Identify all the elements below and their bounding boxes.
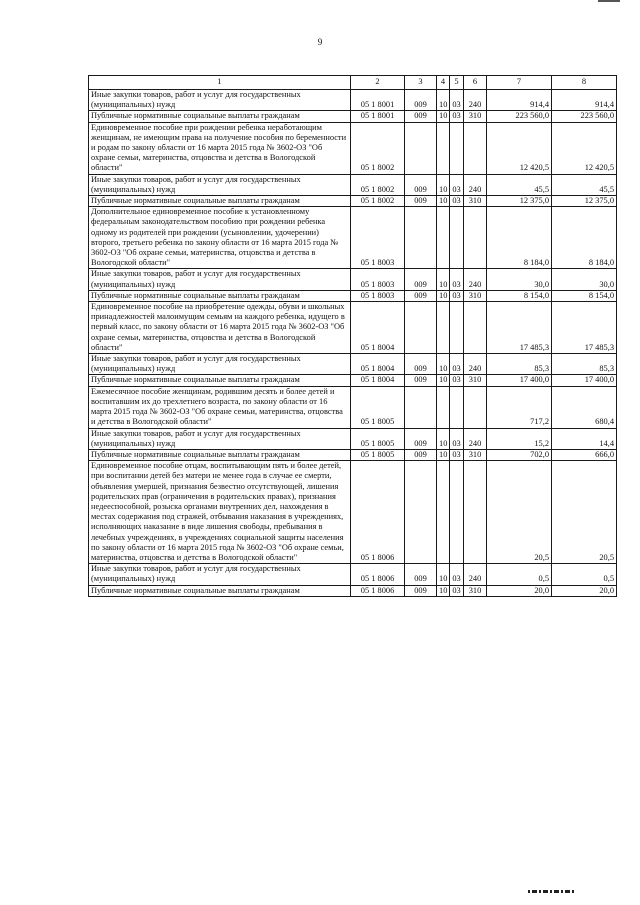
section-code xyxy=(437,207,450,269)
target-code: 05 1 8006 xyxy=(351,461,405,564)
target-code: 05 1 8002 xyxy=(351,196,405,207)
column-header: 4 xyxy=(437,76,450,90)
expense-type-code xyxy=(464,302,487,354)
section-code xyxy=(437,386,450,428)
expense-type-code: 240 xyxy=(464,174,487,195)
subsection-code: 03 xyxy=(450,354,464,375)
row-name: Иные закупки товаров, работ и услуг для государственных (муниципальных) нужд xyxy=(89,428,351,449)
section-code: 10 xyxy=(437,290,450,301)
table-row xyxy=(89,461,617,564)
table-row xyxy=(89,174,617,195)
target-code: 05 1 8006 xyxy=(351,585,405,596)
section-code: 10 xyxy=(437,111,450,122)
amount-year-2: 14,4 xyxy=(552,428,617,449)
row-name: Единовременное пособие на приобретение одежды, обуви и школьных принадлежностей малоимущим семьям на каждого ребенка, идущего в первый класс, по закону области от 16 марта 2015 года № 3602-ОЗ "Об охране семьи, материнства, отцовства и детства в Вологодской области" xyxy=(89,302,351,354)
column-header: 7 xyxy=(487,76,552,90)
row-name: Публичные нормативные социальные выплаты гражданам xyxy=(89,375,351,386)
ministry-code: 009 xyxy=(405,375,437,386)
amount-year-1: 8 184,0 xyxy=(487,207,552,269)
table-row xyxy=(89,269,617,290)
ministry-code xyxy=(405,122,437,174)
row-name: Дополнительное единовременное пособие к установленному федеральным законодательством пособию при рождении ребенка одному из родителей при рождении (усыновлении, удочерении) второго, третьего ребенка по закону области от 16 марта 2015 года № 3602-ОЗ "Об охране семьи, материнства, отцовства и детства в Вологодской области" xyxy=(89,207,351,269)
amount-year-1: 17 400,0 xyxy=(487,375,552,386)
subsection-code: 03 xyxy=(450,174,464,195)
ministry-code: 009 xyxy=(405,564,437,585)
amount-year-2: 12 420,5 xyxy=(552,122,617,174)
target-code: 05 1 8005 xyxy=(351,449,405,460)
amount-year-2: 0,5 xyxy=(552,564,617,585)
ministry-code: 009 xyxy=(405,269,437,290)
section-code: 10 xyxy=(437,354,450,375)
section-code: 10 xyxy=(437,269,450,290)
table-row xyxy=(89,90,617,111)
amount-year-1: 20,0 xyxy=(487,585,552,596)
table-row xyxy=(89,290,617,301)
subsection-code xyxy=(450,386,464,428)
expense-type-code xyxy=(464,386,487,428)
amount-year-2: 45,5 xyxy=(552,174,617,195)
column-header: 3 xyxy=(405,76,437,90)
row-name: Единовременное пособие при рождении ребенка неработающим женщинам, не имеющим права на получение пособия по беременности и родам по закону области от 16 марта 2015 года № 3602-ОЗ "Об охране семьи, материнства, отцовства и детства в Вологодской области" xyxy=(89,122,351,174)
amount-year-2: 8 184,0 xyxy=(552,207,617,269)
table-row xyxy=(89,196,617,207)
column-header: 5 xyxy=(450,76,464,90)
target-code: 05 1 8004 xyxy=(351,302,405,354)
ministry-code: 009 xyxy=(405,90,437,111)
table-row xyxy=(89,564,617,585)
amount-year-1: 17 485,3 xyxy=(487,302,552,354)
section-code: 10 xyxy=(437,428,450,449)
column-header: 1 xyxy=(89,76,351,90)
amount-year-2: 680,4 xyxy=(552,386,617,428)
row-name: Ежемесячное пособие женщинам, родившим десять и более детей и воспитавшим их до трехлетнего возраста, по закону области от 16 марта 2015 года № 3602-ОЗ "Об охране семьи, материнства, отцовства и детства в Вологодской области" xyxy=(89,386,351,428)
subsection-code: 03 xyxy=(450,196,464,207)
amount-year-1: 45,5 xyxy=(487,174,552,195)
target-code: 05 1 8006 xyxy=(351,564,405,585)
amount-year-2: 20,5 xyxy=(552,461,617,564)
row-name: Публичные нормативные социальные выплаты гражданам xyxy=(89,449,351,460)
amount-year-2: 8 154,0 xyxy=(552,290,617,301)
expense-type-code: 310 xyxy=(464,449,487,460)
target-code: 05 1 8002 xyxy=(351,174,405,195)
target-code: 05 1 8002 xyxy=(351,122,405,174)
section-code: 10 xyxy=(437,375,450,386)
row-name: Публичные нормативные социальные выплаты гражданам xyxy=(89,196,351,207)
target-code: 05 1 8001 xyxy=(351,90,405,111)
table-row xyxy=(89,111,617,122)
row-name: Иные закупки товаров, работ и услуг для государственных (муниципальных) нужд xyxy=(89,564,351,585)
table-row xyxy=(89,207,617,269)
ministry-code xyxy=(405,207,437,269)
ministry-code xyxy=(405,461,437,564)
table-row xyxy=(89,375,617,386)
subsection-code: 03 xyxy=(450,290,464,301)
subsection-code xyxy=(450,302,464,354)
subsection-code: 03 xyxy=(450,269,464,290)
expense-type-code: 310 xyxy=(464,290,487,301)
amount-year-1: 20,5 xyxy=(487,461,552,564)
expense-type-code: 310 xyxy=(464,375,487,386)
expense-type-code xyxy=(464,122,487,174)
amount-year-2: 30,0 xyxy=(552,269,617,290)
ministry-code: 009 xyxy=(405,196,437,207)
expense-type-code xyxy=(464,461,487,564)
amount-year-1: 914,4 xyxy=(487,90,552,111)
target-code: 05 1 8004 xyxy=(351,375,405,386)
column-header: 8 xyxy=(552,76,617,90)
target-code: 05 1 8004 xyxy=(351,354,405,375)
target-code: 05 1 8001 xyxy=(351,111,405,122)
amount-year-1: 15,2 xyxy=(487,428,552,449)
amount-year-2: 17 485,3 xyxy=(552,302,617,354)
section-code: 10 xyxy=(437,564,450,585)
table-row xyxy=(89,386,617,428)
section-code: 10 xyxy=(437,585,450,596)
ministry-code: 009 xyxy=(405,354,437,375)
scan-artifact xyxy=(528,890,576,893)
row-name: Единовременное пособие отцам, воспитывающим пять и более детей, при воспитании детей без матери не менее года в случае ее смерти, объявления умершей, признания безвестно отсутствующей, лишения родительских прав (ограничения в родительских правах), признания недееспособной, розыска органами внутренних дел, нахождения в местах содержания под стражей, отбывания наказания в учреждениях, исполняющих наказание в виде лишения свободы, пребывания в лечебных учреждениях, в учреждениях социальной защиты населения по закону области от 16 марта 2015 года № 3602-ОЗ "Об охране семьи, материнства, отцовства и детства в Вологодской области" xyxy=(89,461,351,564)
expense-type-code: 240 xyxy=(464,269,487,290)
expense-type-code: 310 xyxy=(464,196,487,207)
ministry-code: 009 xyxy=(405,585,437,596)
section-code xyxy=(437,122,450,174)
table-header-row xyxy=(89,76,617,90)
target-code: 05 1 8003 xyxy=(351,290,405,301)
table-row xyxy=(89,449,617,460)
ministry-code: 009 xyxy=(405,428,437,449)
subsection-code: 03 xyxy=(450,428,464,449)
row-name: Иные закупки товаров, работ и услуг для государственных (муниципальных) нужд xyxy=(89,174,351,195)
target-code: 05 1 8003 xyxy=(351,207,405,269)
amount-year-2: 17 400,0 xyxy=(552,375,617,386)
ministry-code xyxy=(405,386,437,428)
section-code: 10 xyxy=(437,174,450,195)
subsection-code: 03 xyxy=(450,585,464,596)
subsection-code xyxy=(450,461,464,564)
ministry-code: 009 xyxy=(405,111,437,122)
amount-year-1: 12 375,0 xyxy=(487,196,552,207)
scan-artifact xyxy=(598,0,620,2)
table-row xyxy=(89,354,617,375)
budget-table xyxy=(88,75,617,597)
row-name: Иные закупки товаров, работ и услуг для государственных (муниципальных) нужд xyxy=(89,90,351,111)
amount-year-1: 85,3 xyxy=(487,354,552,375)
section-code xyxy=(437,302,450,354)
target-code: 05 1 8005 xyxy=(351,428,405,449)
page-number: 9 xyxy=(317,37,323,47)
subsection-code xyxy=(450,207,464,269)
amount-year-2: 12 375,0 xyxy=(552,196,617,207)
amount-year-1: 223 560,0 xyxy=(487,111,552,122)
target-code: 05 1 8005 xyxy=(351,386,405,428)
section-code: 10 xyxy=(437,90,450,111)
row-name: Публичные нормативные социальные выплаты гражданам xyxy=(89,585,351,596)
amount-year-1: 12 420,5 xyxy=(487,122,552,174)
expense-type-code: 310 xyxy=(464,111,487,122)
amount-year-1: 30,0 xyxy=(487,269,552,290)
amount-year-2: 85,3 xyxy=(552,354,617,375)
expense-type-code: 240 xyxy=(464,354,487,375)
expense-type-code xyxy=(464,207,487,269)
amount-year-2: 914,4 xyxy=(552,90,617,111)
ministry-code xyxy=(405,302,437,354)
subsection-code: 03 xyxy=(450,111,464,122)
subsection-code: 03 xyxy=(450,449,464,460)
row-name: Иные закупки товаров, работ и услуг для государственных (муниципальных) нужд xyxy=(89,354,351,375)
amount-year-2: 666,0 xyxy=(552,449,617,460)
expense-type-code: 240 xyxy=(464,428,487,449)
column-header: 2 xyxy=(351,76,405,90)
expense-type-code: 310 xyxy=(464,585,487,596)
table-row xyxy=(89,302,617,354)
ministry-code: 009 xyxy=(405,174,437,195)
table-row xyxy=(89,122,617,174)
column-header: 6 xyxy=(464,76,487,90)
amount-year-1: 8 154,0 xyxy=(487,290,552,301)
subsection-code: 03 xyxy=(450,90,464,111)
subsection-code: 03 xyxy=(450,375,464,386)
row-name: Публичные нормативные социальные выплаты гражданам xyxy=(89,111,351,122)
amount-year-1: 0,5 xyxy=(487,564,552,585)
row-name: Иные закупки товаров, работ и услуг для государственных (муниципальных) нужд xyxy=(89,269,351,290)
section-code: 10 xyxy=(437,449,450,460)
table-row xyxy=(89,428,617,449)
table-row xyxy=(89,585,617,596)
row-name: Публичные нормативные социальные выплаты гражданам xyxy=(89,290,351,301)
amount-year-1: 717,2 xyxy=(487,386,552,428)
amount-year-2: 223 560,0 xyxy=(552,111,617,122)
section-code xyxy=(437,461,450,564)
target-code: 05 1 8003 xyxy=(351,269,405,290)
expense-type-code: 240 xyxy=(464,564,487,585)
subsection-code xyxy=(450,122,464,174)
subsection-code: 03 xyxy=(450,564,464,585)
ministry-code: 009 xyxy=(405,290,437,301)
amount-year-1: 702,0 xyxy=(487,449,552,460)
section-code: 10 xyxy=(437,196,450,207)
ministry-code: 009 xyxy=(405,449,437,460)
amount-year-2: 20,0 xyxy=(552,585,617,596)
expense-type-code: 240 xyxy=(464,90,487,111)
